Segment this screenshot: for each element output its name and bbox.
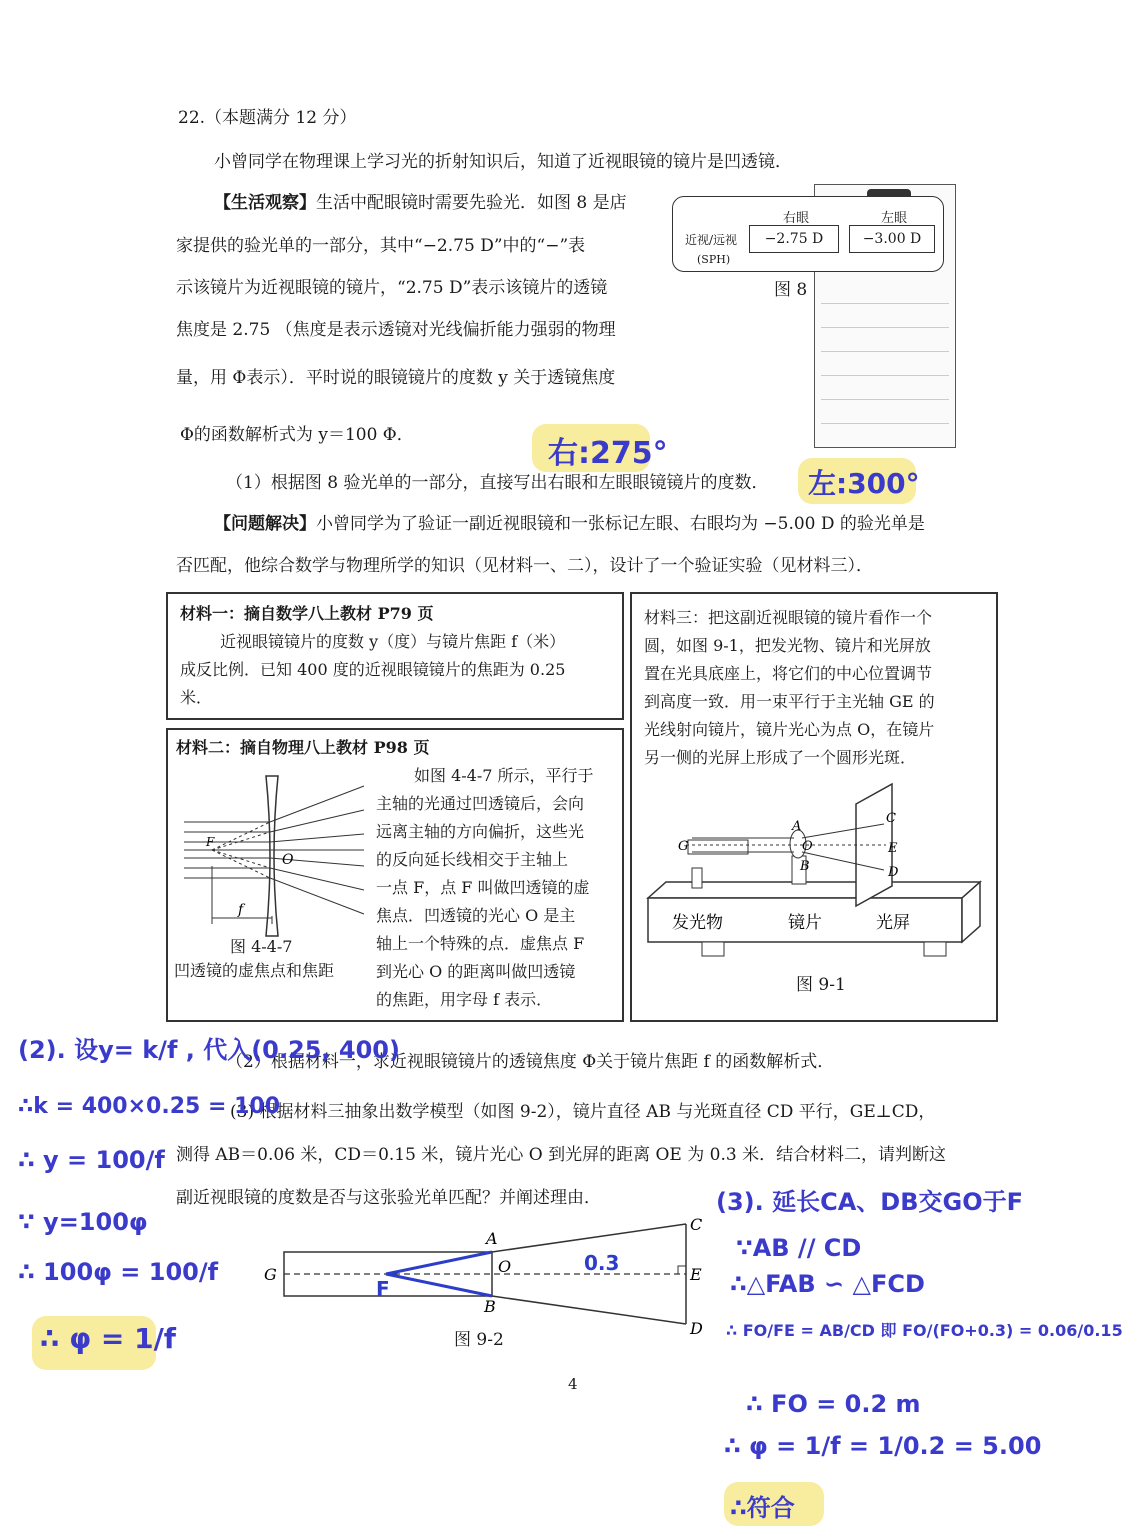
- question-3-line-3: 副近视眼镜的度数是否与这张验光单匹配？并阐述理由．: [176, 1188, 601, 1208]
- figure-9-2: [250, 1212, 720, 1342]
- figure-8-card: [672, 196, 944, 272]
- life-line: 量，用 Φ表示）．平时说的眼镜镜片的度数 y 关于透镜焦度: [176, 368, 616, 388]
- life-line: Φ的函数解析式为 y＝100 Φ．: [180, 425, 414, 445]
- problem-title: 【问题解决】: [214, 514, 316, 534]
- fig8-col-right: 右眼: [783, 211, 810, 226]
- material-2-line: 的焦距，用字母 f 表示．: [376, 990, 553, 1009]
- bench-label-a: A: [792, 819, 802, 834]
- lens-f-point-label: F: [206, 835, 215, 849]
- material-2-line: 到光心 O 的距离叫做凹透镜: [376, 962, 576, 981]
- hw-ans3-line: ∴ FO/FE = AB/CD 即 FO/(FO+0.3) = 0.06/0.15: [726, 1321, 1123, 1340]
- material-2-line: 一点 F，点 F 叫做凹透镜的虚: [376, 878, 590, 897]
- material-1-line: 近视眼镜镜片的度数 y（度）与镜片焦距 f（米）: [220, 632, 566, 651]
- bench-lens-label: 镜片: [788, 913, 822, 933]
- optical-bench-diagram: [642, 778, 982, 968]
- bench-label-b: B: [800, 859, 810, 874]
- life-line: 生活中配眼镜时需要先验光．如图 8 是店: [316, 193, 627, 213]
- hw-ans2-line: (2). 设y= k/f , 代入(0.25, 400): [18, 1036, 400, 1064]
- bench-label-g: G: [678, 839, 689, 854]
- material-2-line: 远离主轴的方向偏折，这些光: [376, 822, 585, 841]
- question-3-line-1: (3) 根据材料三抽象出数学模型（如图 9-2），镜片直径 AB 与光斑直径 CD 平行，GE⊥CD，: [230, 1102, 936, 1122]
- fig8-right-value: −2.75 D: [749, 225, 839, 253]
- material-2-line: 焦点．凹透镜的光心 O 是主: [376, 906, 576, 925]
- fig92-label-o: O: [498, 1257, 512, 1276]
- material-2-line: 如图 4-4-7 所示，平行于: [414, 766, 594, 785]
- fig92-label-c: C: [690, 1215, 703, 1234]
- hw-ans2-line: ∵ y=100φ: [18, 1208, 148, 1236]
- fig92-label-g: G: [264, 1265, 277, 1284]
- lens-o-label: O: [282, 852, 294, 868]
- material-3-box: [630, 592, 998, 1022]
- bench-label-o: O: [802, 839, 813, 854]
- fig8-row-label: 近视/远视: [685, 233, 738, 247]
- bench-label-d: D: [888, 865, 899, 880]
- material-3-line: 材料三：把这副近视眼镜的镜片看作一个: [644, 608, 933, 627]
- fig8-col-left: 左眼: [881, 211, 908, 226]
- fig92-label-e: E: [690, 1265, 702, 1284]
- hw-ans3-line: (3). 延长CA、DB交GO于F: [716, 1188, 1024, 1216]
- material-3-line: 到高度一致．用一束平行于主光轴 GE 的: [644, 692, 935, 711]
- life-line: 示该镜片为近视眼镜的镜片，“2.75 D”表示该镜片的透镜: [176, 278, 608, 298]
- lens-f-label: f: [238, 902, 244, 918]
- bench-source-label: 发光物: [672, 913, 723, 933]
- problem-text: 小曾同学为了验证一副近视眼镜和一张标记左眼、右眼均为 −5.00 D 的验光单是: [316, 514, 925, 534]
- fig8-row-label-sph: (SPH): [697, 253, 731, 266]
- material-3-line: 置在光具底座上，将它们的中心位置调节: [644, 664, 933, 683]
- fig92-handwritten-f: F: [376, 1277, 390, 1301]
- question-2: （2）根据材料一，求近视眼镜镜片的透镜焦度 Φ关于镜片焦距 f 的函数解析式．: [226, 1052, 835, 1072]
- question-1: （1）根据图 8 验光单的一部分，直接写出右眼和左眼眼镜镜片的度数．: [226, 473, 769, 493]
- material-1-title: 材料一：摘自数学八上教材 P79 页: [180, 604, 434, 623]
- fig92-label-b: B: [484, 1297, 496, 1316]
- fig92-label-d: D: [690, 1319, 703, 1338]
- fig92-caption: 图 9-2: [454, 1330, 504, 1350]
- life-observation-title: 【生活观察】: [214, 193, 316, 213]
- material-2-line: 轴上一个特殊的点．虚焦点 F: [376, 934, 585, 953]
- hw-ans2-line: ∴k = 400×0.25 = 100: [18, 1094, 281, 1119]
- page-number: 4: [568, 1375, 578, 1393]
- material-2-fig-subcaption: 凹透镜的虚焦点和焦距: [174, 961, 335, 980]
- material-3-line: 另一侧的光屏上形成了一个圆形光斑．: [644, 748, 917, 767]
- hw-ans3-line: ∴△FAB ∽ △FCD: [730, 1270, 925, 1298]
- hw-ans3-line: ∵AB // CD: [736, 1234, 862, 1262]
- problem-line-2: 否匹配，他综合数学与物理所学的知识（见材料一、二），设计了一个验证实验（见材料三）．: [176, 556, 873, 576]
- material-1-line: 成反比例．已知 400 度的近视眼镜镜片的焦距为 0.25: [180, 660, 566, 679]
- life-line: 焦度是 2.75 （焦度是表示透镜对光线偏折能力强弱的物理: [176, 320, 616, 340]
- problem-line-1: [214, 514, 925, 534]
- life-observation-line-1: [214, 193, 627, 213]
- handwritten-right-answer: 右:275°: [548, 436, 668, 471]
- material-2-box: [166, 728, 624, 1022]
- bench-screen-label: 光屏: [876, 913, 910, 933]
- bench-label-c: C: [886, 811, 896, 826]
- hw-ans2-line: ∴ y = 100/f: [18, 1146, 165, 1174]
- fig8-caption: 图 8: [774, 280, 808, 300]
- material-2-title: 材料二：摘自物理八上教材 P98 页: [176, 738, 430, 757]
- concave-lens-diagram: [174, 766, 374, 946]
- question-header: 22.（本题满分 12 分）: [178, 108, 357, 128]
- fig92-label-a: A: [486, 1229, 498, 1248]
- material-2-line: 主轴的光通过凹透镜后，会向: [376, 794, 585, 813]
- fig8-left-value: −3.00 D: [849, 225, 935, 253]
- material-1-line: 米．: [180, 688, 213, 707]
- hw-ans3-line: ∴ φ = 1/f = 1/0.2 = 5.00: [724, 1432, 1042, 1460]
- material-3-line: 光线射向镜片，镜片光心为点 O，在镜片: [644, 720, 935, 739]
- material-2-fig-caption: 图 4-4-7: [230, 937, 293, 956]
- material-1-box: [166, 592, 624, 720]
- question-3-line-2: 测得 AB＝0.06 米，CD＝0.15 米，镜片光心 O 到光屏的距离 OE 为 0.3 米．结合材料二，请判断这: [176, 1145, 947, 1165]
- fig92-handwritten-distance: 0.3: [584, 1251, 620, 1275]
- life-line: 家提供的验光单的一部分，其中“−2.75 D”中的“−”表: [176, 236, 586, 256]
- hw-ans2-line: ∴ 100φ = 100/f: [18, 1258, 219, 1286]
- hw-ans3-line: ∴ FO = 0.2 m: [746, 1390, 921, 1418]
- material-2-line: 的反向延长线相交于主轴上: [376, 850, 569, 869]
- material-3-line: 圆，如图 9-1，把发光物、镜片和光屏放: [644, 636, 931, 655]
- hw-ans3-line: ∴符合: [730, 1494, 795, 1522]
- bench-label-e: E: [888, 841, 898, 856]
- material-3-caption: 图 9-1: [796, 975, 846, 995]
- handwritten-left-answer: 左:300°: [808, 467, 920, 500]
- question-intro: 小曾同学在物理课上学习光的折射知识后，知道了近视眼镜的镜片是凹透镜．: [214, 152, 792, 172]
- hw-ans2-line: ∴ φ = 1/f: [40, 1322, 176, 1355]
